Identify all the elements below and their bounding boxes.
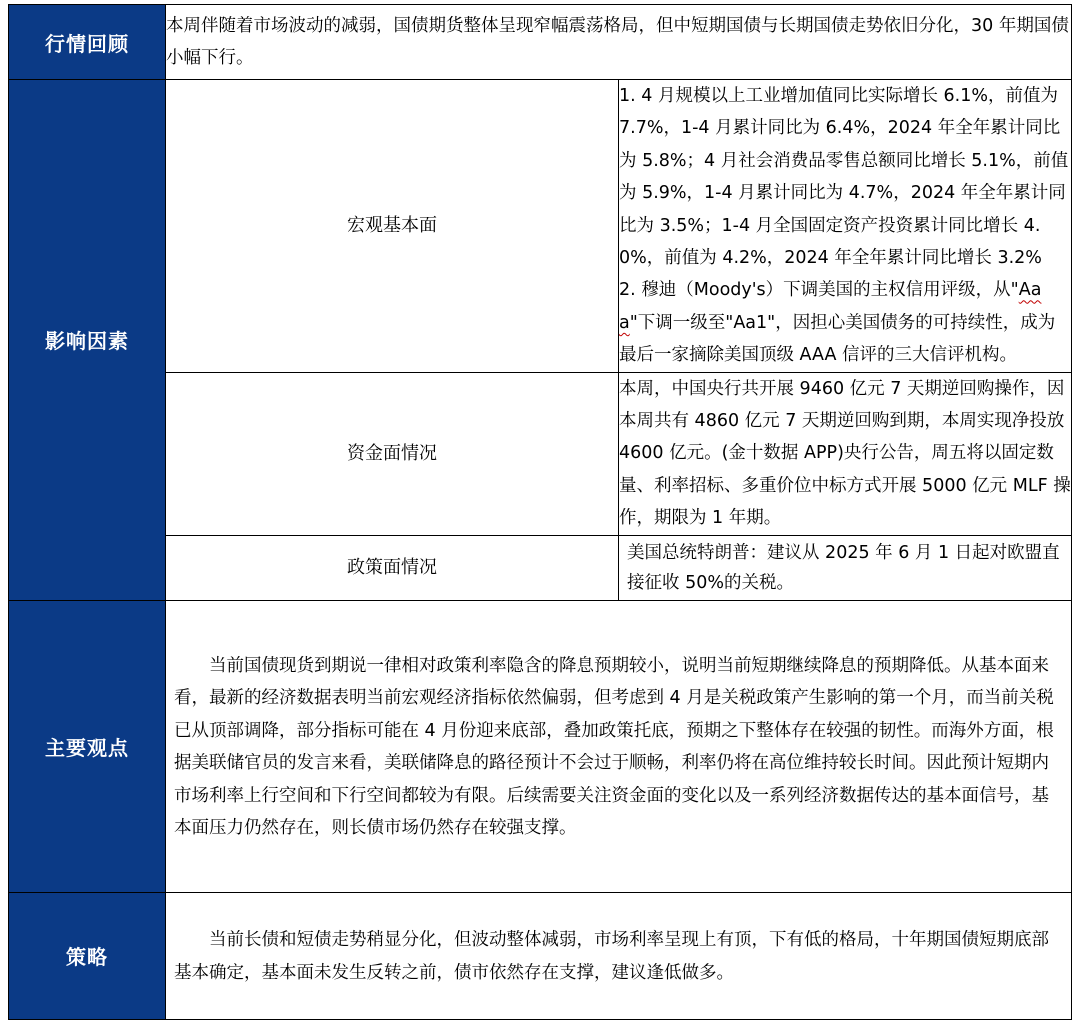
row-main-view <box>9 600 1072 892</box>
main-view-text: 当前国债现货到期说一律相对政策利率隐含的降息预期较小，说明当前短期继续降息的预期降低。从基本面来看，最新的经济数据表明当前宏观经济指标依然偏弱，但考虑到 4 月是关税政策产生影响的第一个月，而当前关税已从顶部调降，部分指标可能在 4 月份迎来底部，叠加政策托底，预期之下整体存在较强的韧性。而海外方面，根据美联储官员的发言来看，美联储降息的路径预计不会过于顺畅，利率仍将在高位维持较长时间。因此预计短期内市场利率上行空间和下行空间都较为有限。后续需要关注资金面的变化以及一系列经济数据传达的基本面信号，基本面压力仍然存在，则长债市场仍然存在较强支撑。 <box>166 600 1072 892</box>
label-main-view: 主要观点 <box>9 600 166 892</box>
macro-paragraph-2-end: "下调一级至"Aa1"，因担心美国债务的可持续性，成为最后一家摘除美国顶级 AAA 信评的三大信评机构。 <box>619 312 1056 366</box>
market-review-text: 本周伴随着市场波动的减弱，国债期货整体呈现窄幅震荡格局，但中短期国债与长期国债走势依旧分化，30 年期国债小幅下行。 <box>166 5 1072 80</box>
row-funding <box>9 372 1072 535</box>
sublabel-macro: 宏观基本面 <box>166 80 619 373</box>
row-macro <box>9 80 1072 373</box>
policy-text: 美国总统特朗普：建议从 2025 年 6 月 1 日起对欧盟直接征收 50%的关税。 <box>619 535 1072 600</box>
macro-text <box>619 80 1072 373</box>
row-market-review <box>9 5 1072 80</box>
report-table <box>8 4 1072 1020</box>
row-strategy <box>9 892 1072 1019</box>
macro-paragraph-1: 1. 4 月规模以上工业增加值同比实际增长 6.1%，前值为 7.7%，1-4 月累计同比为 6.4%，2024 年全年累计同比为 5.8%；4 月社会消费品零售总额同比增长 5.1%，前值为 5.9%，1-4 月累计同比为 4.7%，2024 年全年累计同比为 3.5%；1-4 月全国固定资产投资累计同比增长 4.0%，前值为 4.2%，2024 年全年累计同比增长 3.2% <box>619 86 1069 269</box>
label-strategy: 策略 <box>9 892 166 1019</box>
funding-text: 本周，中国央行共开展 9460 亿元 7 天期逆回购操作，因本周共有 4860 亿元 7 天期逆回购到期，本周实现净投放 4600 亿元。(金十数据 APP)央行公告，周五将以固定数量、利率招标、多重价位中标方式开展 5000 亿元 MLF 操作，期限为 1 年期。 <box>619 372 1072 535</box>
row-policy <box>9 535 1072 600</box>
macro-paragraph-2 <box>619 274 1071 371</box>
macro-paragraph-2-start: 2. 穆迪（Moody's）下调美国的主权信用评级，从" <box>619 280 1019 301</box>
label-market-review: 行情回顾 <box>9 5 166 80</box>
spellcheck-marked-word: Aaa <box>619 280 1042 333</box>
sublabel-funding: 资金面情况 <box>166 372 619 535</box>
label-factors: 影响因素 <box>9 80 166 601</box>
strategy-text: 当前长债和短债走势稍显分化，但波动整体减弱，市场利率呈现上有顶，下有低的格局，十年期国债短期底部基本确定，基本面未发生反转之前，债市依然存在支撑，建议逢低做多。 <box>166 892 1072 1019</box>
sublabel-policy: 政策面情况 <box>166 535 619 600</box>
